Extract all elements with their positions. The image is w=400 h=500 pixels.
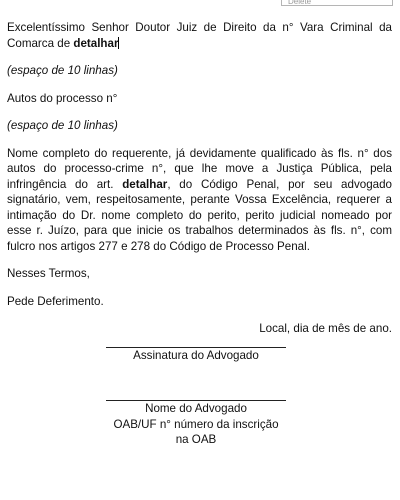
spacer-note-1: (espaço de 10 linhas) — [7, 64, 118, 77]
document-page — [7, 20, 392, 337]
signature-block-2 — [106, 400, 286, 448]
signature-label: Assinatura do Advogado — [133, 349, 259, 362]
text-cursor — [118, 37, 119, 49]
lawyer-oab: OAB/UF n° número da inscrição na OAB — [113, 417, 279, 446]
salutation-text: Excelentíssimo Senhor Doutor Juiz de Direito da n° Vara Criminal da Comarca de — [7, 21, 392, 50]
closing-terms: Nesses Termos, — [7, 267, 90, 280]
closing-request: Pede Deferimento. — [7, 294, 104, 308]
spacer-note-2: (espaço de 10 linhas) — [7, 119, 118, 132]
signature-block-1 — [106, 347, 286, 364]
comarca-placeholder[interactable]: detalhar — [73, 36, 119, 50]
salutation-paragraph — [7, 20, 392, 51]
body-text-1: Nome completo do requerente, já devidamente qualificado às fls. n° dos autos do processo-crime n°, que lhe move a Justiça Pública, pela infringência do art. — [7, 146, 392, 191]
body-paragraph — [7, 146, 392, 255]
lawyer-name: Nome do Advogado — [145, 402, 247, 415]
place-date: Local, dia de mês de ano. — [259, 322, 392, 335]
body-text-2: , do Código Penal, por seu advogado signatário, vem, respeitosamente, perante Vossa Excelência, requerer a intimação do Dr. nome completo do perito, perito judicial nomeado por esse r. Juízo, para que inicie os trabalhos determinados às fls. n°, com fulcro nos artigos 277 e 278 do Código de Processo Penal. — [7, 177, 392, 253]
delete-button[interactable]: Delete — [281, 0, 393, 6]
autos-line: Autos do processo n° — [7, 91, 118, 105]
article-placeholder[interactable]: detalhar — [122, 177, 168, 191]
